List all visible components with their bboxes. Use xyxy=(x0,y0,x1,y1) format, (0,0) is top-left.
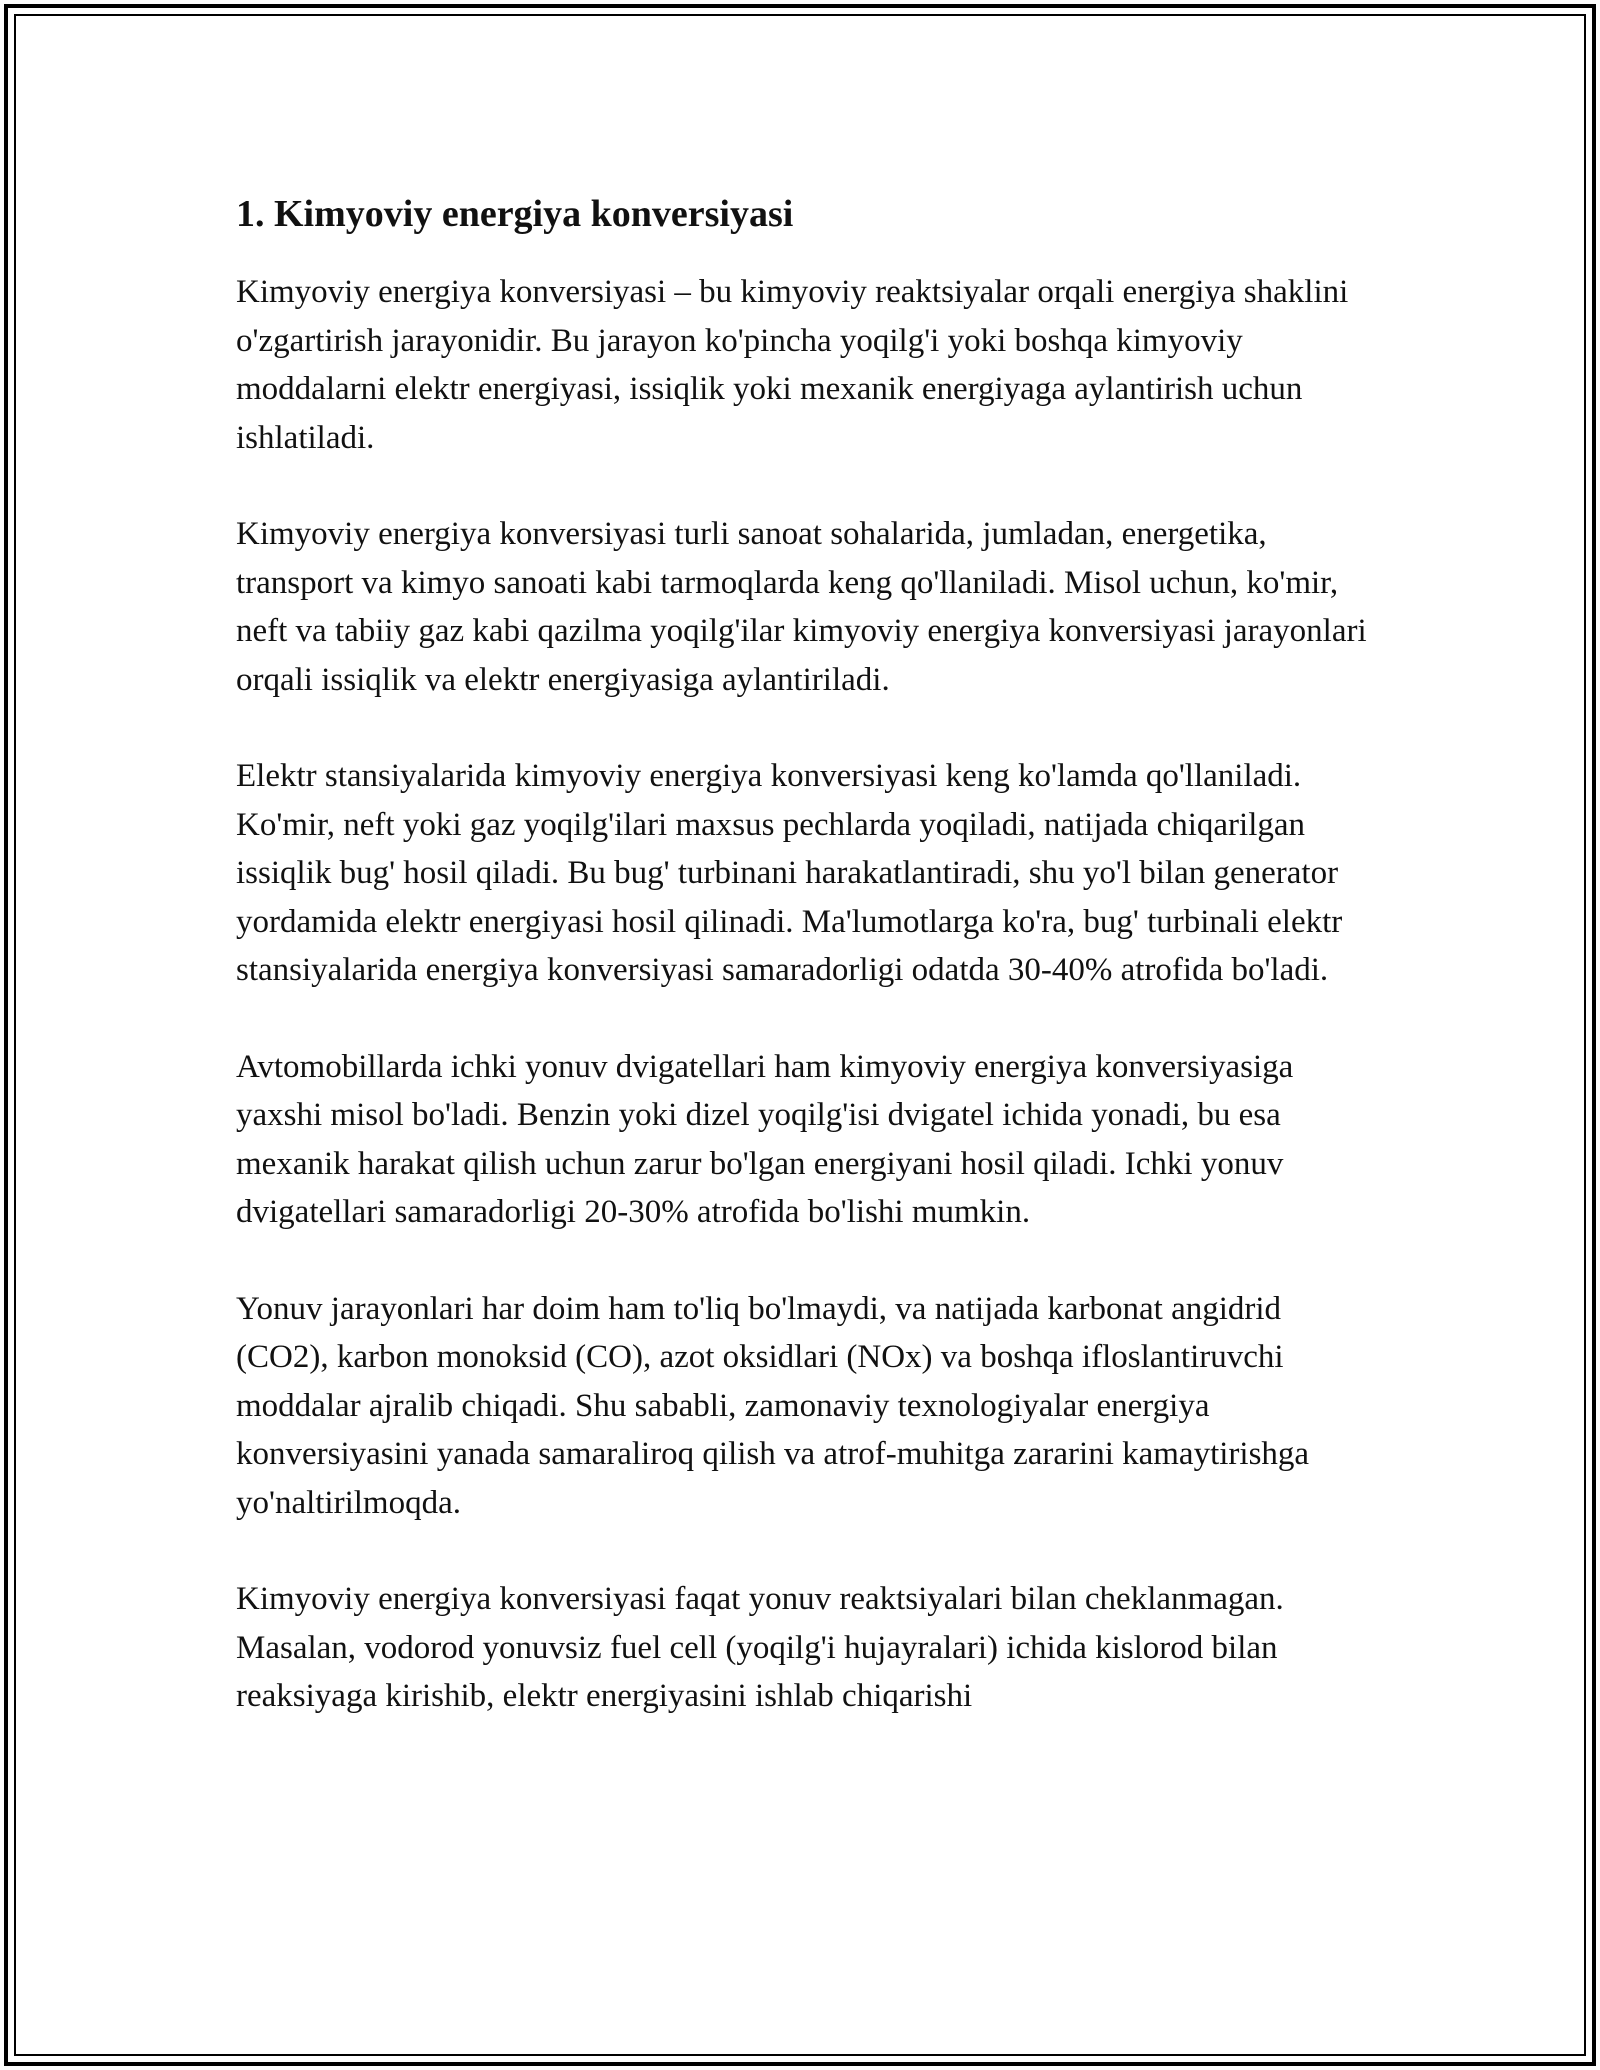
paragraph-4: Avtomobillarda ichki yonuv dvigatellari ham kimyoviy energiya konversiyasiga yaxshi misol bo'ladi. Benzin yoki dizel yoqilg'isi dvigatel ichida yonadi, bu esa mexanik harakat qilish uchun zarur bo'lgan energiyani hosil qiladi. Ichki yonuv dvigatellari samaradorligi 20-30% atrofida bo'lishi mumkin. xyxy=(236,1048,1294,1230)
paragraph-5: Yonuv jarayonlari har doim ham to'liq bo'lmaydi, va natijada karbonat angidrid (CO2), karbon monoksid (CO), azot oksidlari (NOx) va boshqa ifloslantiruvchi moddalar ajralib chiqadi. Shu sababli, zamonaviy texnologiyalar energiya konversiyasini yanada samaraliroq qilish va atrof-muhitga zararini kamaytirishga yo'naltirilmoqda. xyxy=(236,1290,1310,1521)
section-title: 1. Kimyoviy energiya konversiyasi xyxy=(236,193,794,235)
document-body xyxy=(236,186,1376,1769)
paragraph-1: Kimyoviy energiya konversiyasi – bu kimyoviy reaktsiyalar orqali energiya shaklini o'zgartirish jarayonidir. Bu jarayon ko'pincha yoqilg'i yoki boshqa kimyoviy moddalarni elektr energiyasi, issiqlik yoki mexanik energiyaga aylantirish uchun ishlatiladi. xyxy=(236,274,1349,456)
paragraph-2: Kimyoviy energiya konversiyasi turli sanoat sohalarida, jumladan, energetika, transport va kimyo sanoati kabi tarmoqlarda keng qo'llaniladi. Misol uchun, ko'mir, neft va tabiiy gaz kabi qazilma yoqilg'ilar kimyoviy energiya konversiyasi jarayonlari orqali issiqlik va elektr energiyasiga aylantiriladi. xyxy=(236,516,1367,698)
paragraph-3: Elektr stansiyalarida kimyoviy energiya konversiyasi keng ko'lamda qo'llaniladi. Ko'mir, neft yoki gaz yoqilg'ilari maxsus pechlarda yoqiladi, natijada chiqarilgan issiqlik bug' hosil qiladi. Bu bug' turbinani harakatlantiradi, shu yo'l bilan generator yordamida elektr energiyasi hosil qilinadi. Ma'lumotlarga ko'ra, bug' turbinali elektr stansiyalarida energiya konversiyasi samaradorligi odatda 30-40% atrofida bo'ladi. xyxy=(236,758,1343,988)
paragraph-6: Kimyoviy energiya konversiyasi faqat yonuv reaktsiyalari bilan cheklanmagan. Masalan, vodorod yonuvsiz fuel cell (yoqilg'i hujayralari) ichida kislorod bilan reaksiyaga kirishib, elektr energiyasini ishlab chiqarishi xyxy=(236,1581,1284,1714)
